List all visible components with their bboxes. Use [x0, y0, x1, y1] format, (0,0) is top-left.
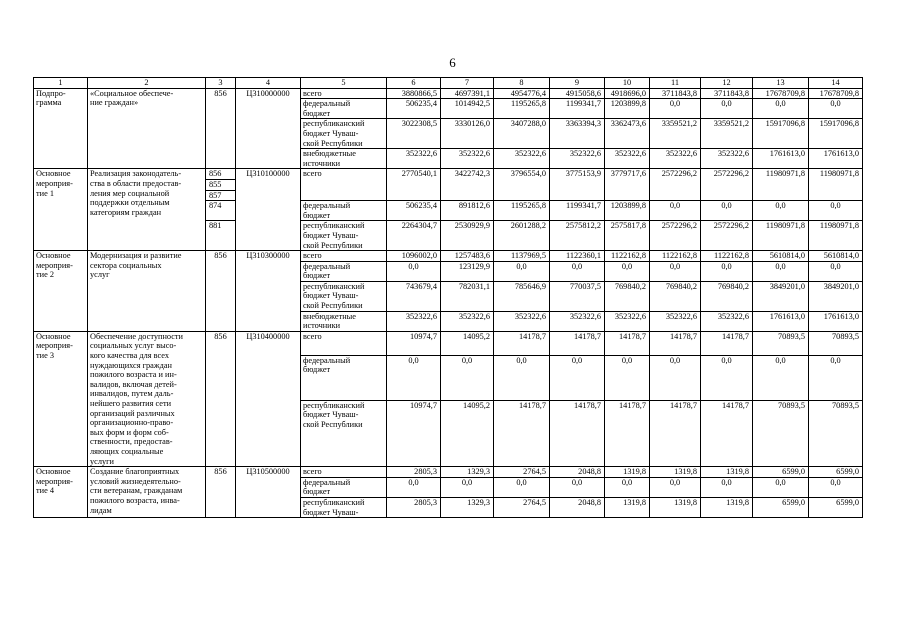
amount-cell: 769840,2 — [701, 281, 753, 311]
amount-cell: 1329,3 — [441, 467, 494, 478]
amount-cell: 14178,7 — [605, 331, 650, 355]
funding-source: всего — [301, 251, 387, 262]
amount-cell: 352322,6 — [701, 311, 753, 331]
amount-cell: 352322,6 — [701, 149, 753, 169]
amount-cell: 0,0 — [701, 355, 753, 400]
amount-cell: 0,0 — [605, 477, 650, 497]
amount-cell: 0,0 — [441, 355, 494, 400]
amount-cell: 891812,6 — [441, 201, 494, 221]
amount-cell: 2572296,2 — [701, 169, 753, 201]
amount-cell: 4697391,1 — [441, 88, 494, 99]
ministry-code-cell — [206, 201, 236, 221]
funding-source: федеральный бюджет — [301, 201, 387, 221]
amount-cell: 352322,6 — [387, 311, 441, 331]
amount-cell: 352322,6 — [441, 311, 494, 331]
amount-cell: 1761613,0 — [809, 149, 863, 169]
amount-cell: 14178,7 — [701, 331, 753, 355]
table-row — [34, 88, 863, 99]
target-code: Ц310500000 — [236, 467, 301, 518]
amount-cell: 3779717,6 — [605, 169, 650, 201]
target-code: Ц310000000 — [236, 88, 301, 169]
funding-source: федеральный бюджет — [301, 99, 387, 119]
table-row — [34, 467, 863, 478]
column-number-row — [34, 78, 863, 89]
target-code: Ц310300000 — [236, 251, 301, 332]
amount-cell: 10974,7 — [387, 400, 441, 467]
column-number-11: 11 — [650, 78, 701, 89]
amount-cell: 2805,3 — [387, 467, 441, 478]
amount-cell: 769840,2 — [605, 281, 650, 311]
table-row — [34, 331, 863, 355]
amount-cell: 3711843,8 — [650, 88, 701, 99]
section-label: Основное мероприя- тие 1 — [34, 169, 88, 251]
amount-cell: 1319,8 — [605, 497, 650, 517]
amount-cell: 0,0 — [753, 99, 809, 119]
amount-cell: 0,0 — [809, 477, 863, 497]
amount-cell: 0,0 — [809, 261, 863, 281]
funding-source: всего — [301, 169, 387, 201]
financing-table — [33, 77, 863, 518]
amount-cell: 2530929,9 — [441, 221, 494, 251]
amount-cell: 14178,7 — [494, 331, 550, 355]
amount-cell: 14095,2 — [441, 331, 494, 355]
amount-cell: 14178,7 — [605, 400, 650, 467]
funding-source: внебюджетные источники — [301, 311, 387, 331]
amount-cell: 14178,7 — [701, 400, 753, 467]
amount-cell: 3362473,6 — [605, 119, 650, 149]
amount-cell: 3711843,8 — [701, 88, 753, 99]
amount-cell: 352322,6 — [650, 149, 701, 169]
amount-cell: 11980971,8 — [809, 169, 863, 201]
amount-cell: 4954776,4 — [494, 88, 550, 99]
amount-cell: 2575812,2 — [550, 221, 605, 251]
amount-cell: 352322,6 — [605, 149, 650, 169]
amount-cell: 5610814,0 — [809, 251, 863, 262]
amount-cell: 0,0 — [494, 477, 550, 497]
amount-cell: 352322,6 — [441, 149, 494, 169]
amount-cell: 3422742,3 — [441, 169, 494, 201]
amount-cell: 1319,8 — [650, 497, 701, 517]
amount-cell: 2048,8 — [550, 497, 605, 517]
amount-cell: 1122162,8 — [701, 251, 753, 262]
amount-cell: 14178,7 — [550, 331, 605, 355]
amount-cell: 2572296,2 — [650, 221, 701, 251]
amount-cell: 506235,4 — [387, 201, 441, 221]
amount-cell: 1319,8 — [701, 467, 753, 478]
amount-cell: 782031,1 — [441, 281, 494, 311]
ministry-code: 856 — [206, 169, 235, 180]
amount-cell: 352322,6 — [550, 311, 605, 331]
amount-cell: 10974,7 — [387, 331, 441, 355]
ministry-code-cell — [206, 221, 236, 251]
table-row — [34, 169, 863, 201]
column-number-14: 14 — [809, 78, 863, 89]
amount-cell: 0,0 — [809, 201, 863, 221]
section-label: Основное мероприя- тие 3 — [34, 331, 88, 466]
column-number-5: 5 — [301, 78, 387, 89]
column-number-12: 12 — [701, 78, 753, 89]
amount-cell: 1195265,8 — [494, 99, 550, 119]
amount-cell: 17678709,8 — [753, 88, 809, 99]
column-number-7: 7 — [441, 78, 494, 89]
amount-cell: 1199341,7 — [550, 99, 605, 119]
amount-cell: 2764,5 — [494, 467, 550, 478]
funding-source: республиканский бюджет Чуваш- ской Республики — [301, 400, 387, 467]
amount-cell: 0,0 — [605, 261, 650, 281]
amount-cell: 0,0 — [605, 355, 650, 400]
amount-cell: 0,0 — [753, 261, 809, 281]
amount-cell: 0,0 — [550, 355, 605, 400]
amount-cell: 0,0 — [387, 355, 441, 400]
funding-source: федеральный бюджет — [301, 477, 387, 497]
column-number-2: 2 — [88, 78, 206, 89]
amount-cell: 1329,3 — [441, 497, 494, 517]
section-name: «Социальное обеспече- ние граждан» — [88, 88, 206, 169]
amount-cell: 352322,6 — [550, 149, 605, 169]
ministry-code-cell — [206, 169, 236, 201]
amount-cell: 0,0 — [650, 201, 701, 221]
amount-cell: 3022308,5 — [387, 119, 441, 149]
ministry-code: 856 — [206, 467, 236, 518]
funding-source: республиканский бюджет Чуваш- ской Республики — [301, 221, 387, 251]
amount-cell: 0,0 — [650, 355, 701, 400]
amount-cell: 0,0 — [701, 201, 753, 221]
amount-cell: 14178,7 — [650, 400, 701, 467]
amount-cell: 70893,5 — [809, 400, 863, 467]
amount-cell: 1761613,0 — [753, 149, 809, 169]
amount-cell: 0,0 — [550, 261, 605, 281]
amount-cell: 2264304,7 — [387, 221, 441, 251]
amount-cell: 1014942,5 — [441, 99, 494, 119]
section-name: Создание благоприятных условий жизнедеятельно- сти ветеранам, гражданам пожилого возраста, инва- лидам — [88, 467, 206, 518]
amount-cell: 0,0 — [753, 477, 809, 497]
amount-cell: 506235,4 — [387, 99, 441, 119]
amount-cell: 2764,5 — [494, 497, 550, 517]
amount-cell: 3849201,0 — [809, 281, 863, 311]
funding-source: республиканский бюджет Чуваш- ской Республики — [301, 119, 387, 149]
amount-cell: 14178,7 — [650, 331, 701, 355]
amount-cell: 3359521,2 — [701, 119, 753, 149]
amount-cell: 0,0 — [387, 477, 441, 497]
amount-cell: 6599,0 — [753, 467, 809, 478]
amount-cell: 0,0 — [809, 99, 863, 119]
amount-cell: 3775153,9 — [550, 169, 605, 201]
column-number-4: 4 — [236, 78, 301, 89]
amount-cell: 1137969,5 — [494, 251, 550, 262]
amount-cell: 3880866,5 — [387, 88, 441, 99]
ministry-code: 856 — [206, 88, 236, 169]
amount-cell: 0,0 — [441, 477, 494, 497]
column-number-10: 10 — [605, 78, 650, 89]
amount-cell: 769840,2 — [650, 281, 701, 311]
amount-cell: 352322,6 — [605, 311, 650, 331]
amount-cell: 0,0 — [650, 99, 701, 119]
amount-cell: 0,0 — [494, 261, 550, 281]
amount-cell: 1195265,8 — [494, 201, 550, 221]
amount-cell: 4918696,0 — [605, 88, 650, 99]
amount-cell: 70893,5 — [809, 331, 863, 355]
amount-cell: 2805,3 — [387, 497, 441, 517]
section-label: Подпро- грамма — [34, 88, 88, 169]
amount-cell: 14178,7 — [550, 400, 605, 467]
amount-cell: 3407288,0 — [494, 119, 550, 149]
funding-source: всего — [301, 331, 387, 355]
amount-cell: 1761613,0 — [753, 311, 809, 331]
ministry-code: 881 — [209, 221, 222, 231]
amount-cell: 352322,6 — [387, 149, 441, 169]
amount-cell: 11980971,8 — [809, 221, 863, 251]
amount-cell: 1122162,8 — [605, 251, 650, 262]
amount-cell: 0,0 — [753, 355, 809, 400]
amount-cell: 2048,8 — [550, 467, 605, 478]
ministry-code: 857 — [209, 190, 222, 200]
amount-cell: 2572296,2 — [650, 169, 701, 201]
amount-cell: 352322,6 — [650, 311, 701, 331]
amount-cell: 3330126,0 — [441, 119, 494, 149]
amount-cell: 0,0 — [701, 99, 753, 119]
amount-cell: 1122162,8 — [650, 251, 701, 262]
amount-cell: 2601288,2 — [494, 221, 550, 251]
amount-cell: 6599,0 — [753, 497, 809, 517]
ministry-code: 856 — [206, 251, 236, 332]
funding-source: всего — [301, 467, 387, 478]
column-number-9: 9 — [550, 78, 605, 89]
amount-cell: 70893,5 — [753, 400, 809, 467]
amount-cell: 1319,8 — [650, 467, 701, 478]
amount-cell: 1203899,8 — [605, 99, 650, 119]
amount-cell: 0,0 — [809, 355, 863, 400]
funding-source: республиканский бюджет Чуваш- — [301, 497, 387, 517]
target-code: Ц310100000 — [236, 169, 301, 251]
amount-cell: 1122360,1 — [550, 251, 605, 262]
ministry-code: 856 — [206, 331, 236, 466]
amount-cell: 11980971,8 — [753, 221, 809, 251]
column-number-8: 8 — [494, 78, 550, 89]
page-number: 6 — [449, 55, 456, 70]
amount-cell: 1257483,6 — [441, 251, 494, 262]
section-label: Основное мероприя- тие 4 — [34, 467, 88, 518]
ministry-code: 855 — [206, 180, 235, 191]
section-name: Обеспечение доступности социальных услуг высо- кого качества для всех нуждающихся граждан пожилого возраста и ин- валидов, включая детей- инвалидов, путем даль- нейшего развития сети организаций различных организационно-право- вых форм и форм соб- ственности, предостав- ляющих социальные услуги — [88, 331, 206, 466]
amount-cell: 352322,6 — [494, 149, 550, 169]
amount-cell: 3796554,0 — [494, 169, 550, 201]
amount-cell: 1199341,7 — [550, 201, 605, 221]
amount-cell: 0,0 — [650, 261, 701, 281]
amount-cell: 0,0 — [701, 261, 753, 281]
amount-cell: 14178,7 — [494, 400, 550, 467]
amount-cell: 123129,9 — [441, 261, 494, 281]
amount-cell: 0,0 — [494, 355, 550, 400]
amount-cell: 0,0 — [650, 477, 701, 497]
amount-cell: 3849201,0 — [753, 281, 809, 311]
column-number-1: 1 — [34, 78, 88, 89]
table-row — [34, 251, 863, 262]
amount-cell: 1096002,0 — [387, 251, 441, 262]
funding-source: внебюджетные источники — [301, 149, 387, 169]
amount-cell: 2575817,8 — [605, 221, 650, 251]
amount-cell: 6599,0 — [809, 467, 863, 478]
funding-source: всего — [301, 88, 387, 99]
amount-cell: 0,0 — [701, 477, 753, 497]
amount-cell: 2572296,2 — [701, 221, 753, 251]
amount-cell: 15917096,8 — [809, 119, 863, 149]
funding-source: республиканский бюджет Чуваш- ской Республики — [301, 281, 387, 311]
ministry-code: 874 — [209, 201, 222, 211]
amount-cell: 11980971,8 — [753, 169, 809, 201]
amount-cell: 770037,5 — [550, 281, 605, 311]
amount-cell: 1319,8 — [605, 467, 650, 478]
amount-cell: 4915058,6 — [550, 88, 605, 99]
amount-cell: 5610814,0 — [753, 251, 809, 262]
amount-cell: 6599,0 — [809, 497, 863, 517]
target-code: Ц310400000 — [236, 331, 301, 466]
amount-cell: 0,0 — [753, 201, 809, 221]
amount-cell: 1761613,0 — [809, 311, 863, 331]
amount-cell: 15917096,8 — [753, 119, 809, 149]
column-number-13: 13 — [753, 78, 809, 89]
amount-cell: 70893,5 — [753, 331, 809, 355]
amount-cell: 3363394,3 — [550, 119, 605, 149]
column-number-6: 6 — [387, 78, 441, 89]
amount-cell: 1319,8 — [701, 497, 753, 517]
amount-cell: 0,0 — [387, 261, 441, 281]
amount-cell: 17678709,8 — [809, 88, 863, 99]
section-label: Основное мероприя- тие 2 — [34, 251, 88, 332]
amount-cell: 743679,4 — [387, 281, 441, 311]
funding-source: федеральный бюджет — [301, 261, 387, 281]
amount-cell: 785646,9 — [494, 281, 550, 311]
funding-source: федеральный бюджет — [301, 355, 387, 400]
amount-cell: 2770540,1 — [387, 169, 441, 201]
amount-cell: 1203899,8 — [605, 201, 650, 221]
amount-cell: 14095,2 — [441, 400, 494, 467]
section-name: Модернизация и развитие сектора социальных услуг — [88, 251, 206, 332]
amount-cell: 3359521,2 — [650, 119, 701, 149]
amount-cell: 352322,6 — [494, 311, 550, 331]
column-number-3: 3 — [206, 78, 236, 89]
amount-cell: 0,0 — [550, 477, 605, 497]
section-name: Реализация законодатель- ства в области предостав- ления мер социальной поддержки отдельным категориям граждан — [88, 169, 206, 251]
